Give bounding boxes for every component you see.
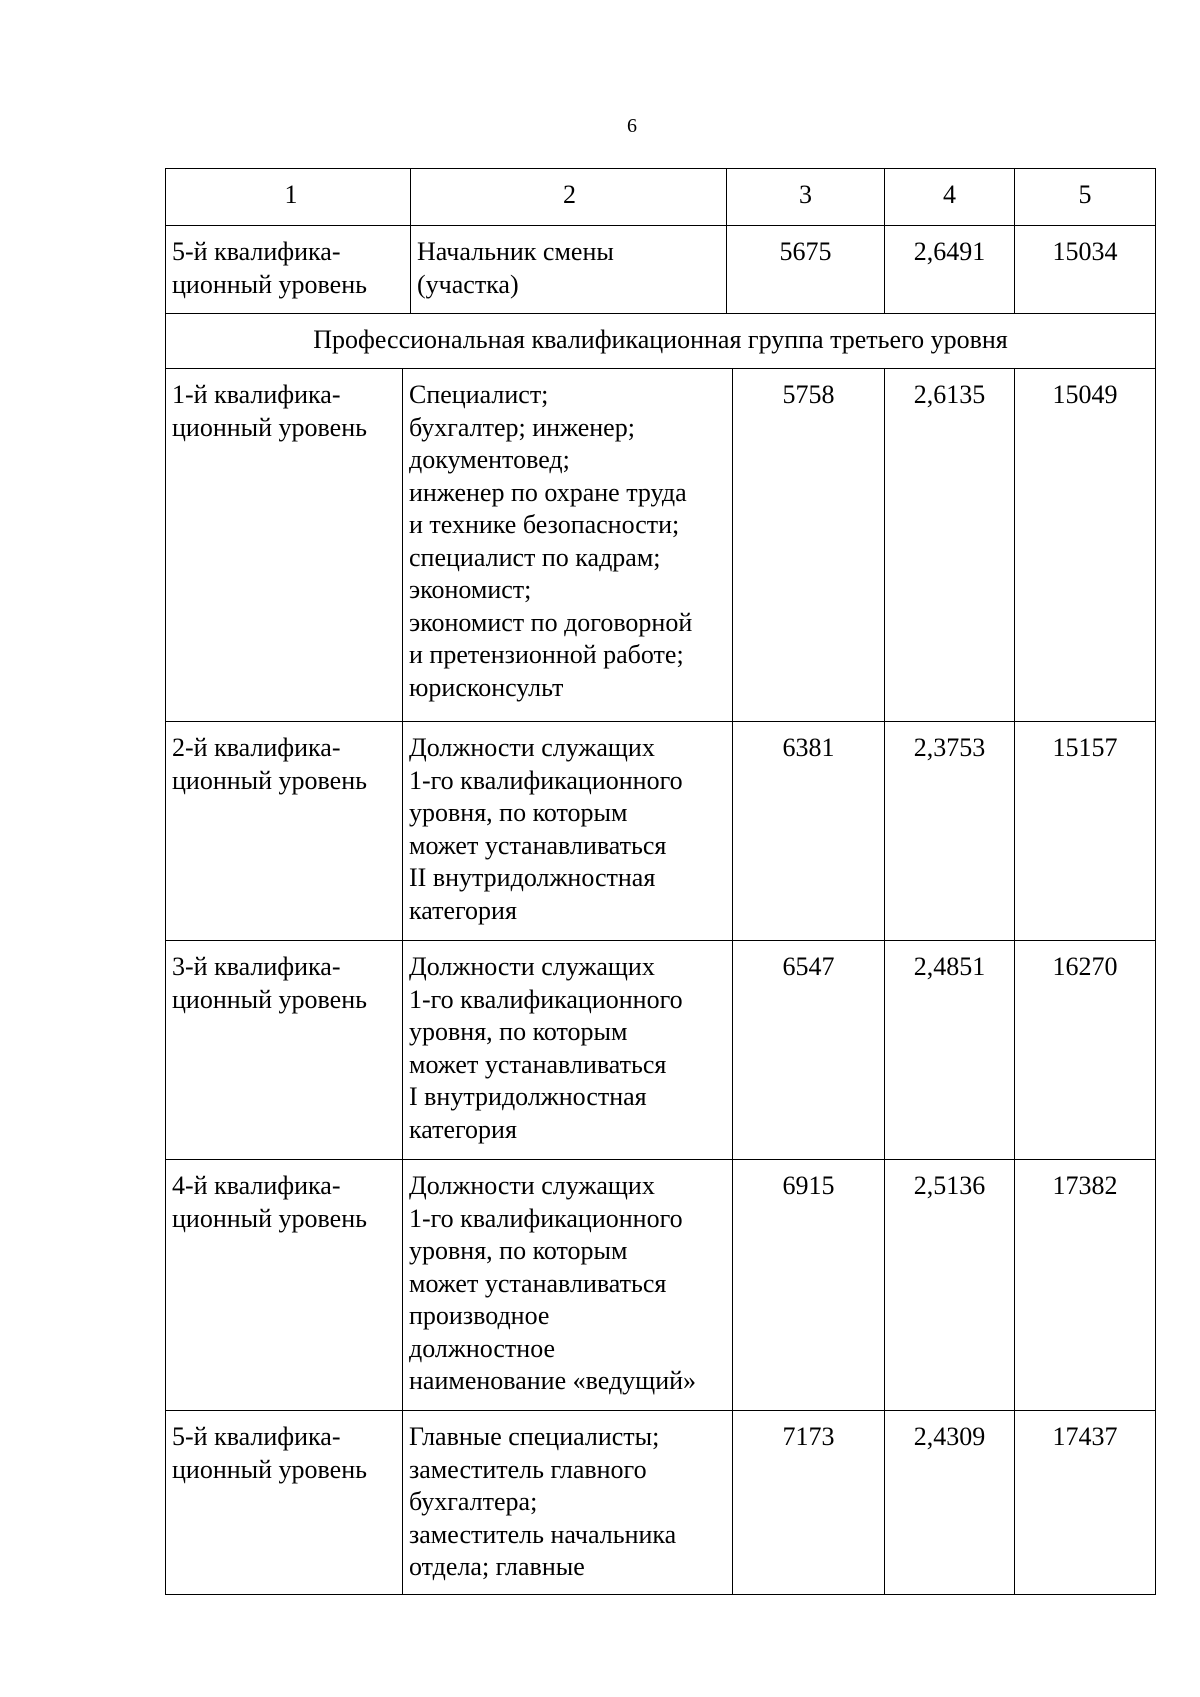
table-row	[166, 1159, 1155, 1410]
level-line: 3-й квалифика-	[172, 952, 341, 981]
level-line: ционный уровень	[172, 412, 367, 442]
value-cell-4: 2,6135	[884, 369, 1014, 721]
value-cell-3: 6915	[732, 1160, 884, 1410]
value-cell-3: 5675	[726, 226, 884, 313]
value-cell-3: 5758	[732, 369, 884, 721]
level-line: 5-й квалифика-	[172, 237, 341, 266]
level-line: 1-й квалифика-	[172, 380, 341, 409]
qualification-level-cell	[166, 1411, 402, 1594]
salary-table	[165, 168, 1156, 1595]
level-line: ционный уровень	[172, 984, 367, 1014]
table-row	[166, 1410, 1155, 1594]
position-line: Должности служащих	[409, 1171, 655, 1200]
table-row	[166, 940, 1155, 1159]
position-line: категория	[409, 1114, 517, 1144]
value-cell-5: 16270	[1014, 941, 1155, 1159]
position-line: I внутридолжностная	[409, 1082, 647, 1111]
level-line: ционный уровень	[172, 1203, 367, 1233]
positions-cell	[402, 722, 732, 940]
position-line: инженер по охране труда	[409, 477, 687, 507]
position-line: уровня, по которым	[409, 1236, 628, 1265]
level-line: 4-й квалифика-	[172, 1171, 341, 1200]
position-line: специалист по кадрам;	[409, 542, 661, 572]
level-line: 5-й квалифика-	[172, 1422, 341, 1451]
position-line: Специалист;	[409, 380, 549, 409]
position-line: и технике безопасности;	[409, 510, 680, 539]
position-line: заместитель начальника	[409, 1519, 677, 1549]
qualification-level-cell	[166, 1160, 402, 1410]
position-line: экономист;	[409, 575, 532, 604]
position-line: 1-го квалификационного	[409, 765, 683, 795]
position-line: наименование «ведущий»	[409, 1366, 697, 1395]
position-line: Должности служащих	[409, 952, 655, 981]
position-line: Должности служащих	[409, 733, 655, 762]
position-line: и претензионной работе;	[409, 640, 684, 669]
value-cell-4: 2,4309	[884, 1411, 1014, 1594]
header-cell-2: 2	[410, 169, 726, 225]
positions-cell	[410, 226, 726, 313]
level-line: 2-й квалифика-	[172, 733, 341, 762]
header-cell-3: 3	[726, 169, 884, 225]
positions-cell	[402, 1160, 732, 1410]
value-cell-5: 15049	[1014, 369, 1155, 721]
position-line: Главные специалисты;	[409, 1422, 660, 1451]
position-line: отдела; главные	[409, 1552, 585, 1581]
value-cell-5: 15034	[1014, 226, 1155, 313]
value-cell-4: 2,3753	[884, 722, 1014, 940]
header-cell-4: 4	[884, 169, 1014, 225]
position-line: бухгалтера;	[409, 1487, 538, 1516]
position-line: может устанавливаться	[409, 1049, 667, 1079]
value-cell-4: 2,6491	[884, 226, 1014, 313]
level-line: ционный уровень	[172, 269, 367, 299]
position-line: II внутридолжностная	[409, 863, 656, 892]
table-row	[166, 368, 1155, 721]
position-line: Начальник смены	[417, 237, 614, 266]
qualification-level-cell	[166, 369, 402, 721]
page-number: 6	[627, 115, 637, 137]
header-cell-5: 5	[1014, 169, 1155, 225]
group-title: Профессиональная квалификационная группа третьего уровня	[313, 325, 1008, 354]
position-line: уровня, по которым	[409, 1017, 628, 1046]
position-line: документовед;	[409, 445, 570, 474]
value-cell-3: 6547	[732, 941, 884, 1159]
position-line: может устанавливаться	[409, 1268, 667, 1298]
position-line: 1-го квалификационного	[409, 1203, 683, 1233]
qualification-level-cell	[166, 226, 410, 313]
position-line: производное	[409, 1301, 550, 1330]
value-cell-3: 7173	[732, 1411, 884, 1594]
position-line: должностное	[409, 1333, 556, 1363]
value-cell-5: 17437	[1014, 1411, 1155, 1594]
position-line: заместитель главного	[409, 1454, 647, 1484]
position-line: юрисконсульт	[409, 672, 564, 702]
position-line: может устанавливаться	[409, 830, 667, 860]
positions-cell	[402, 369, 732, 721]
value-cell-3: 6381	[732, 722, 884, 940]
qualification-level-cell	[166, 941, 402, 1159]
qualification-level-cell	[166, 722, 402, 940]
level-line: ционный уровень	[172, 1454, 367, 1484]
position-line: бухгалтер; инженер;	[409, 412, 635, 442]
value-cell-4: 2,5136	[884, 1160, 1014, 1410]
table-header-row	[166, 169, 1155, 225]
position-line: уровня, по которым	[409, 798, 628, 827]
positions-cell	[402, 941, 732, 1159]
level-line: ционный уровень	[172, 765, 367, 795]
positions-cell	[402, 1411, 732, 1594]
position-line: категория	[409, 895, 517, 925]
position-line: (участка)	[417, 269, 519, 299]
value-cell-5: 15157	[1014, 722, 1155, 940]
header-cell-1: 1	[284, 180, 298, 209]
table-row	[166, 721, 1155, 940]
position-line: экономист по договорной	[409, 607, 693, 637]
position-line: 1-го квалификационного	[409, 984, 683, 1014]
value-cell-4: 2,4851	[884, 941, 1014, 1159]
group-heading-row	[166, 313, 1155, 368]
table-row	[166, 225, 1155, 313]
value-cell-5: 17382	[1014, 1160, 1155, 1410]
